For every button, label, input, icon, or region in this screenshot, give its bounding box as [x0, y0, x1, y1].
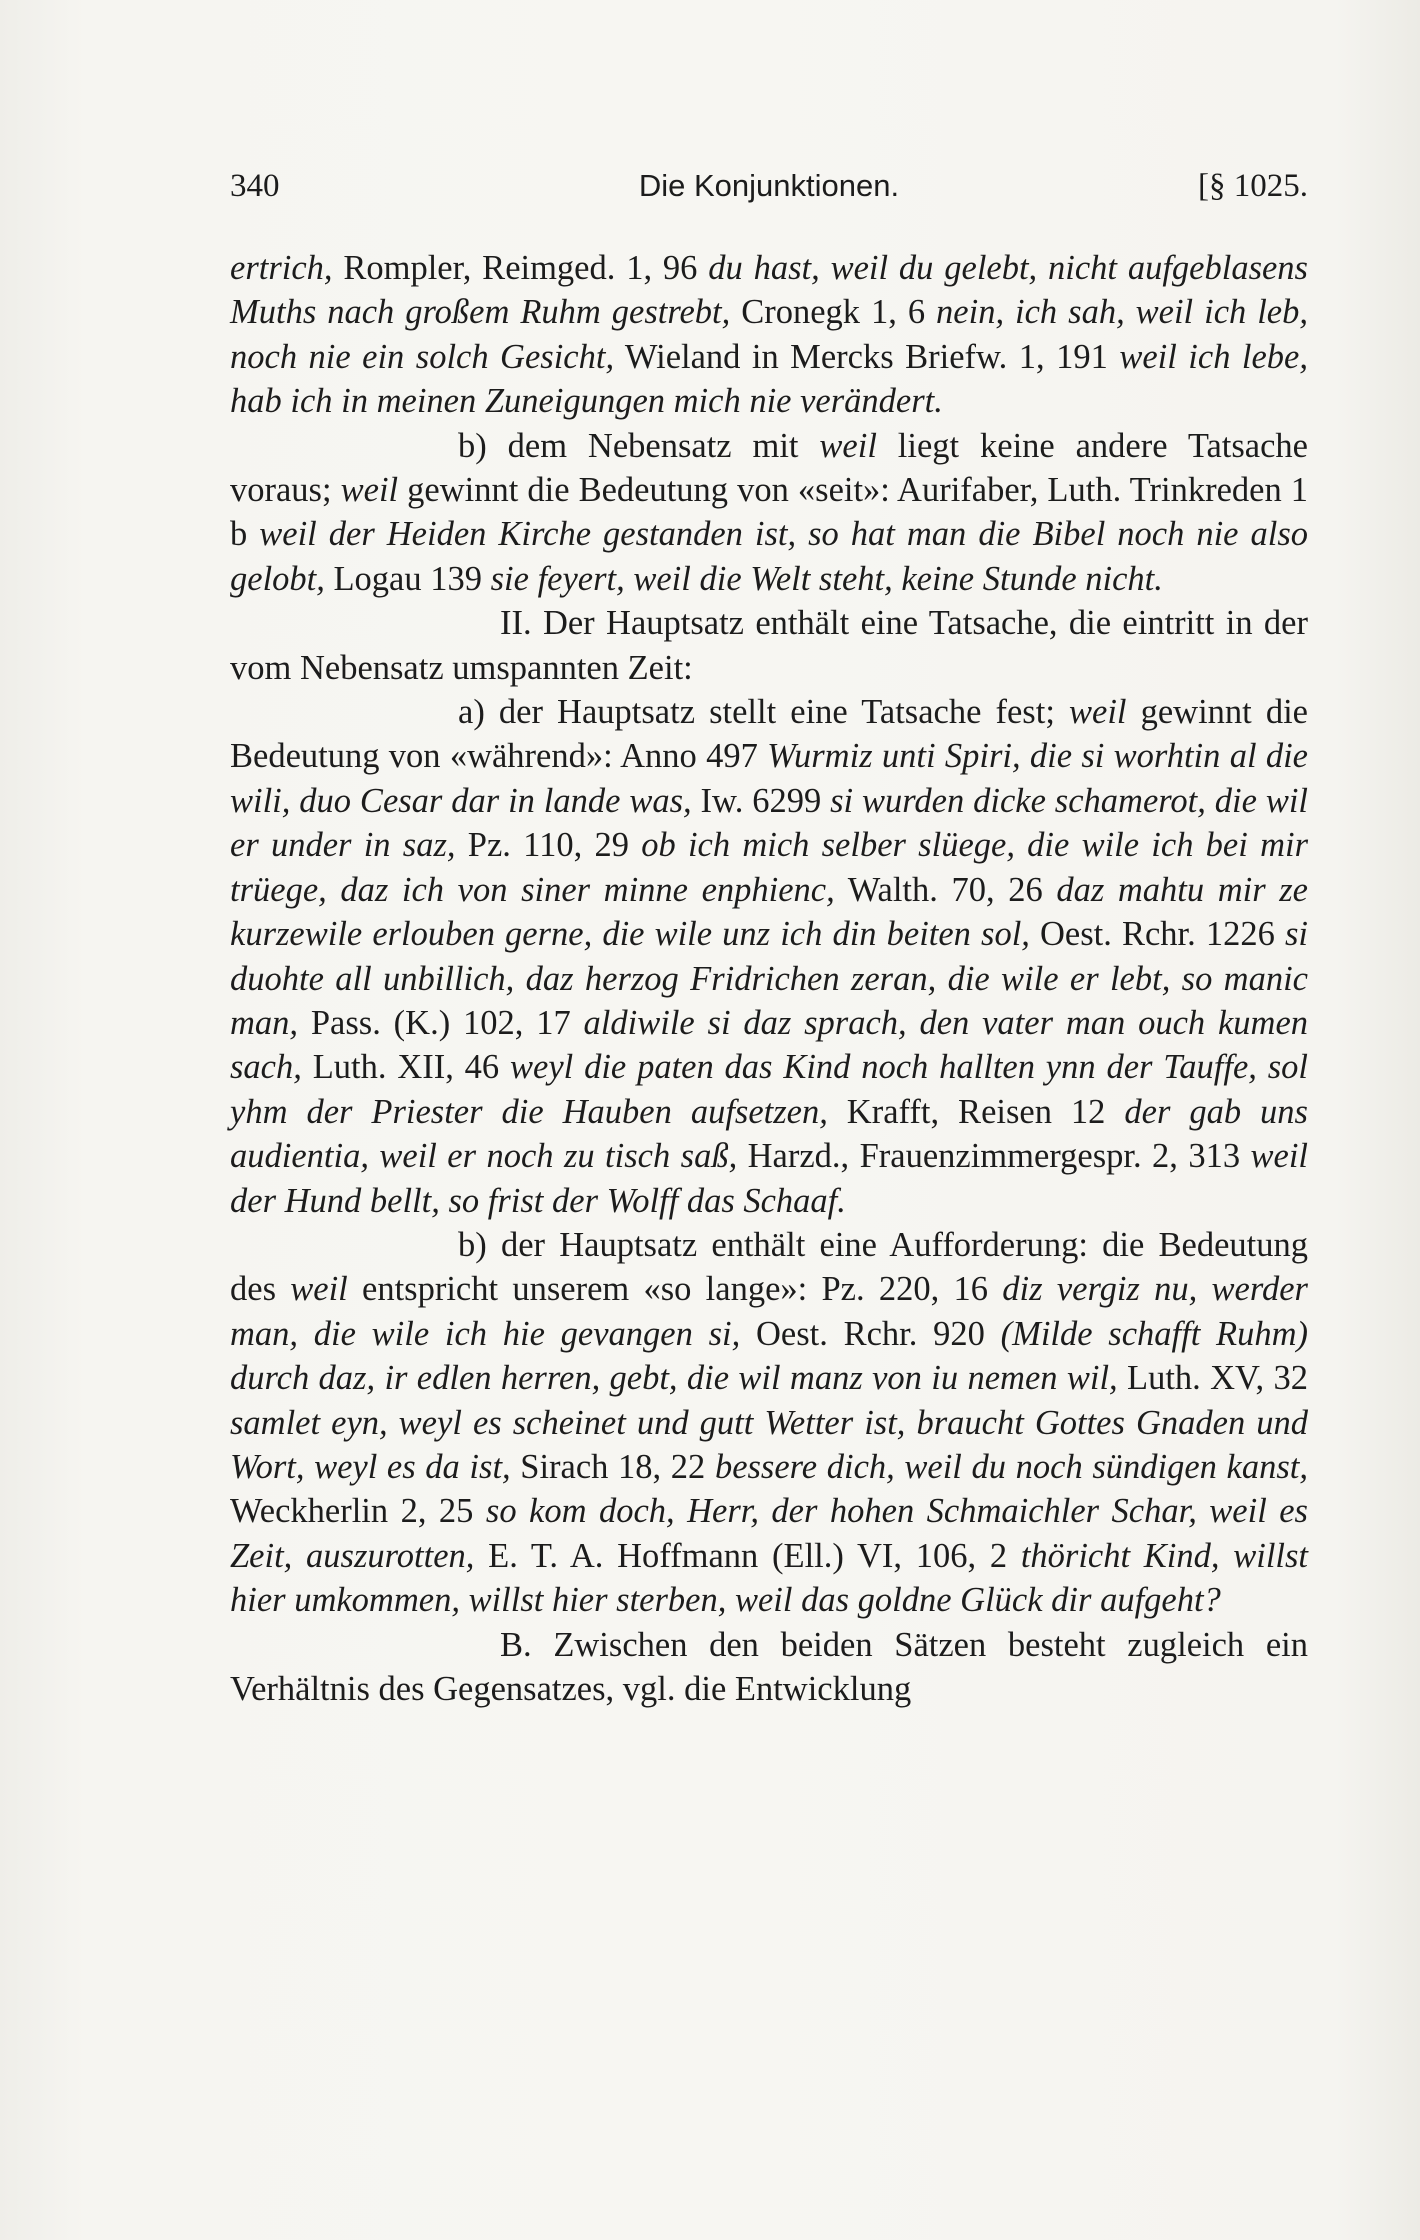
running-header [230, 168, 1308, 218]
italic-quote: weil [340, 471, 399, 510]
italic-quote: weil der Heiden Kirche gestanden ist, so hat man die Bibel noch nie also gelobt, [230, 515, 1309, 598]
text-run: Rompler, Reimged. 1, 96 [332, 249, 709, 287]
text-run: gewinnt die Bedeutung von «seit»: Aurifaber, Luth. Trinkreden 1 b [230, 471, 1308, 554]
paragraph [230, 246, 1308, 424]
italic-quote: (Milde schafft Ruhm) durch daz, ir edlen herren, gebt, die wil manz von iu nemen wil, [230, 1314, 1309, 1398]
text-run: Luth. XV, 32 [1117, 1359, 1308, 1398]
italic-quote: bessere dich, weil du noch sündigen kanst, [714, 1447, 1308, 1486]
text-run: II. Der Hauptsatz enthält eine Tatsache, die eintritt in der vom Nebensatz umspannten Zeit: [230, 604, 1308, 687]
paragraph [230, 424, 1308, 602]
paragraph [230, 690, 1308, 1223]
italic-quote: thöricht Kind, willst hier umkommen, willst hier sterben, weil das goldne Glück dir aufgeht? [230, 1536, 1309, 1620]
italic-quote: Wurmiz unti Spiri, die si worhtin al die wili, duo Cesar dar in lande was, [230, 737, 1308, 820]
italic-quote: weil der Hund bellt, so frist der Wolff das Schaaf. [230, 1137, 1308, 1220]
text-run: Pz. 110, 29 [455, 826, 642, 865]
paragraph [230, 1223, 1308, 1623]
italic-quote: weil [819, 426, 877, 465]
text-run: Krafft, Reisen 12 [827, 1092, 1125, 1131]
text-run: Iw. 6299 [691, 781, 831, 820]
text-run: b) dem Nebensatz mit [458, 426, 820, 465]
body-text [230, 246, 1308, 1711]
italic-quote: daz mahtu mir ze kurzewile erlouben gerne, die wile unz ich din beiten sol, [230, 870, 1308, 954]
italic-quote: si duohte all unbillich, daz herzog Fridrichen zeran, die wile er lebt, so manic man, [230, 915, 1308, 1042]
italic-quote: diz vergiz nu, werder man, die wile ich hie gevangen si, [230, 1270, 1308, 1353]
text-run: gewinnt die Bedeutung von «während»: Anno 497 [230, 693, 1308, 776]
text-run: Sirach 18, 22 [510, 1447, 715, 1486]
text-run: Luth. XII, 46 [301, 1048, 511, 1087]
text-run: b) der Hauptsatz enthält eine Aufforderung: die Bedeutung des [230, 1225, 1308, 1309]
text-run: a) der Hauptsatz stellt eine Tatsache fest; [458, 693, 1069, 732]
text-run: Cronegk 1, 6 [730, 293, 937, 332]
text-run: B. Zwischen den beiden Sätzen besteht zugleich ein Verhältnis des Gegensatzes, vgl. die Entwicklung [230, 1625, 1308, 1708]
text-run: Oest. Rchr. 1226 [1029, 915, 1285, 954]
text-run: entspricht unserem «so lange»: Pz. 220, 16 [347, 1270, 1003, 1309]
text-run: Logau 139 [324, 559, 491, 598]
italic-quote: weil [290, 1270, 348, 1309]
italic-quote: weil [1069, 693, 1127, 732]
paragraph [230, 1623, 1308, 1712]
italic-quote: weil ich lebe, hab ich in meinen Zuneigungen mich nie verändert. [230, 337, 1308, 421]
page-number: 340 [230, 168, 280, 204]
text-run: Oest. Rchr. 920 [740, 1314, 1001, 1353]
italic-quote: nein, ich sah, weil ich leb, noch nie ein solch Gesicht, [230, 293, 1308, 376]
italic-quote: du hast, weil du gelebt, nicht aufgeblasens Muths nach großem Ruhm gestrebt, [230, 249, 1308, 332]
italic-quote: weyl die paten das Kind noch hallten ynn der Tauffe, sol yhm der Priester die Hauben aufsetzen, [230, 1048, 1308, 1131]
italic-quote: ob ich mich selber slüege, die wile ich bei mir trüege, daz ich von siner minne enphienc, [230, 826, 1308, 909]
italic-quote: si wurden dicke schamerot, die wil er under in saz, [230, 781, 1308, 865]
text-run: E. T. A. Hoffmann (Ell.) VI, 106, 2 [474, 1536, 1021, 1575]
italic-quote: sie feyert, weil die Welt steht, keine Stunde nicht. [490, 559, 1163, 598]
running-title: Die Konjunktionen. [638, 168, 900, 203]
text-run: Pass. (K.) 102, 17 [298, 1003, 584, 1042]
italic-quote: samlet eyn, weyl es scheinet und gutt Wetter ist, braucht Gottes Gnaden und Wort, weyl es da ist, [230, 1403, 1308, 1486]
paragraph [230, 601, 1308, 690]
text-run: Walth. 70, 26 [834, 870, 1057, 909]
italic-quote: ertrich, [230, 249, 333, 287]
text-run: Weckherlin 2, 25 [230, 1492, 486, 1531]
italic-quote: so kom doch, Herr, der hohen Schmaichler Schar, weil es Zeit, auszurotten, [230, 1492, 1308, 1575]
text-run: liegt keine andere Tatsache voraus; [230, 426, 1308, 510]
text-run: Wieland in Mercks Briefw. 1, 191 [614, 337, 1120, 376]
section-number: [§ 1025. [1198, 168, 1308, 204]
italic-quote: der gab uns audientia, weil er noch zu tisch saß, [230, 1092, 1308, 1176]
italic-quote: aldiwile si daz sprach, den vater man ouch kumen sach, [230, 1003, 1309, 1087]
text-run: Harzd., Frauenzimmergespr. 2, 313 [737, 1137, 1251, 1176]
